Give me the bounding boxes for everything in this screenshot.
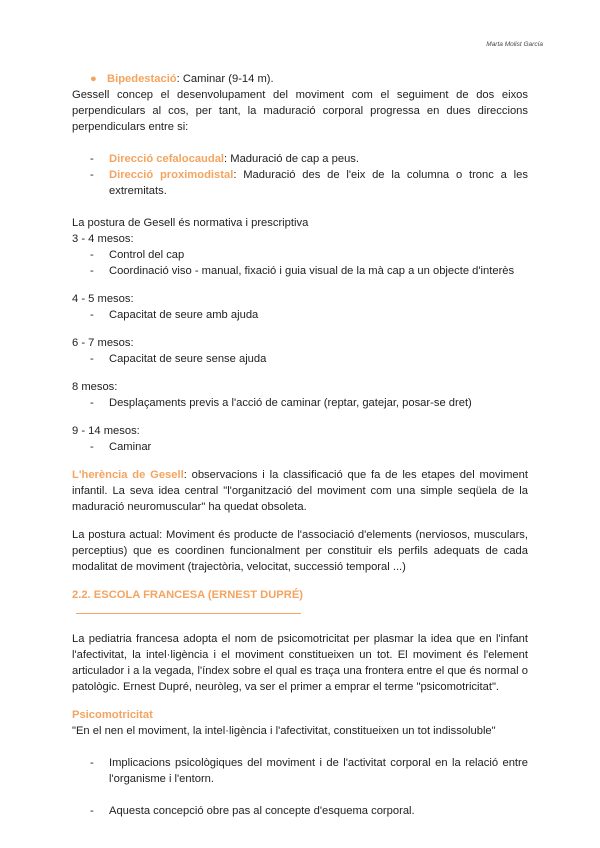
dash-bullet: - — [90, 441, 94, 453]
stage-age: 8 mesos: — [72, 381, 118, 393]
psico-title: Psicomotricitat — [72, 709, 153, 721]
stage-item-text: Control del cap — [109, 249, 185, 261]
dash-bullet: - — [90, 153, 94, 165]
stage-age: 3 - 4 mesos: — [72, 233, 134, 245]
stage-age: 4 - 5 mesos: — [72, 293, 134, 305]
psico-item-text: Aquesta concepció obre pas al concepte d'esquema corporal. — [109, 805, 415, 817]
direction-text — [109, 167, 528, 199]
french-paragraph: La pediatria francesa adopta el nom de psicomotricitat per plasmar la idea que en l'infant l'afectivitat, la intel·ligència i el moviment constitueixen un tot. El moviment és l'element articulador i a la vegada, l'índex sobre el qual es traça una frontera entre el que és normal o patològic. Ernest Dupré, neuròleg, va ser el primer a emprar el terme "psicomotricitat". — [72, 633, 528, 693]
direction-text — [109, 151, 528, 167]
dash-bullet: - — [90, 169, 94, 181]
stage-item-text: Caminar — [109, 441, 152, 453]
stage-item — [72, 395, 528, 411]
stage-item-text: Coordinació viso - manual, fixació i guia visual de la mà cap a un objecte d'interès — [109, 265, 515, 277]
psico-item — [72, 803, 528, 819]
psico-item-text: Implicacions psicològiques del moviment i de l'activitat corporal en la relació entre l'organisme i l'entorn. — [109, 757, 528, 785]
direction-term: Direcció cefalocaudal — [109, 153, 225, 165]
stage-item — [72, 263, 528, 279]
stage-item-text: Capacitat de seure sense ajuda — [109, 353, 267, 365]
bipedestacio-line — [107, 71, 274, 87]
psico-item — [72, 755, 528, 787]
dot-bullet-icon: ● — [90, 73, 97, 85]
section-heading — [72, 587, 528, 619]
direction-desc: : Maduració de cap a peus. — [224, 153, 360, 165]
herencia-paragraph — [72, 467, 528, 515]
document-body — [72, 71, 528, 819]
stage-item — [72, 351, 528, 367]
herencia-term: L'herència de Gesell — [72, 469, 184, 481]
stage-item — [72, 247, 528, 263]
stage-item — [72, 439, 528, 455]
stage-item-text: Desplaçaments previs a l'acció de caminar (reptar, gatejar, posar-se dret) — [109, 397, 472, 409]
dash-bullet: - — [90, 397, 94, 409]
dash-bullet: - — [90, 249, 94, 261]
bipedestacio-bullet — [72, 71, 528, 87]
stage-age: 6 - 7 mesos: — [72, 337, 134, 349]
gessell-intro: Gessell concep el desenvolupament del moviment com el seguiment de dos eixos perpendiculars al cos, per tant, la maduració corporal progressa en dues direccions perpendiculars entre si: — [72, 89, 528, 133]
dash-bullet: - — [90, 757, 94, 769]
dash-bullet: - — [90, 265, 94, 277]
dash-bullet: - — [90, 353, 94, 365]
bipedestacio-term: Bipedestació — [107, 73, 177, 85]
direction-item — [72, 151, 528, 167]
dash-bullet: - — [90, 805, 94, 817]
author-name: Marta Molist García — [486, 41, 543, 48]
stage-age: 9 - 14 mesos: — [72, 425, 140, 437]
postura-gesell: La postura de Gesell és normativa i prescriptiva — [72, 217, 309, 229]
heading-underline — [76, 603, 301, 614]
postura-actual: La postura actual: Moviment és producte de l'associació d'elements (nerviosos, musculars, perceptius) que es coordinen funcionalment per constituir els perfils adequats de cada modalitat de moviment (trajectòria, velocitat, successió temporal ...) — [72, 529, 528, 573]
bipedestacio-desc: : Caminar (9-14 m). — [176, 73, 274, 85]
stage-item-text: Capacitat de seure amb ajuda — [109, 309, 259, 321]
direction-term: Direcció proximodistal — [109, 169, 234, 181]
herencia-desc: : observacions i la classificació que fa de les etapes del moviment infantil. La seva idea central "l'organització del moviment com una simple seqüela de la maduració neuromuscular" ha quedat obsoleta. — [72, 469, 528, 513]
dash-bullet: - — [90, 309, 94, 321]
direction-item — [72, 167, 528, 199]
psico-quote: "En el nen el moviment, la intel·ligència i l'afectivitat, constitueixen un tot indissoluble" — [72, 725, 496, 737]
stage-item — [72, 307, 528, 323]
direction-desc: : Maduració des de l'eix de la columna o tronc a les extremitats. — [109, 169, 528, 197]
section-heading-text: 2.2. ESCOLA FRANCESA (ERNEST DUPRÉ) — [72, 589, 304, 601]
